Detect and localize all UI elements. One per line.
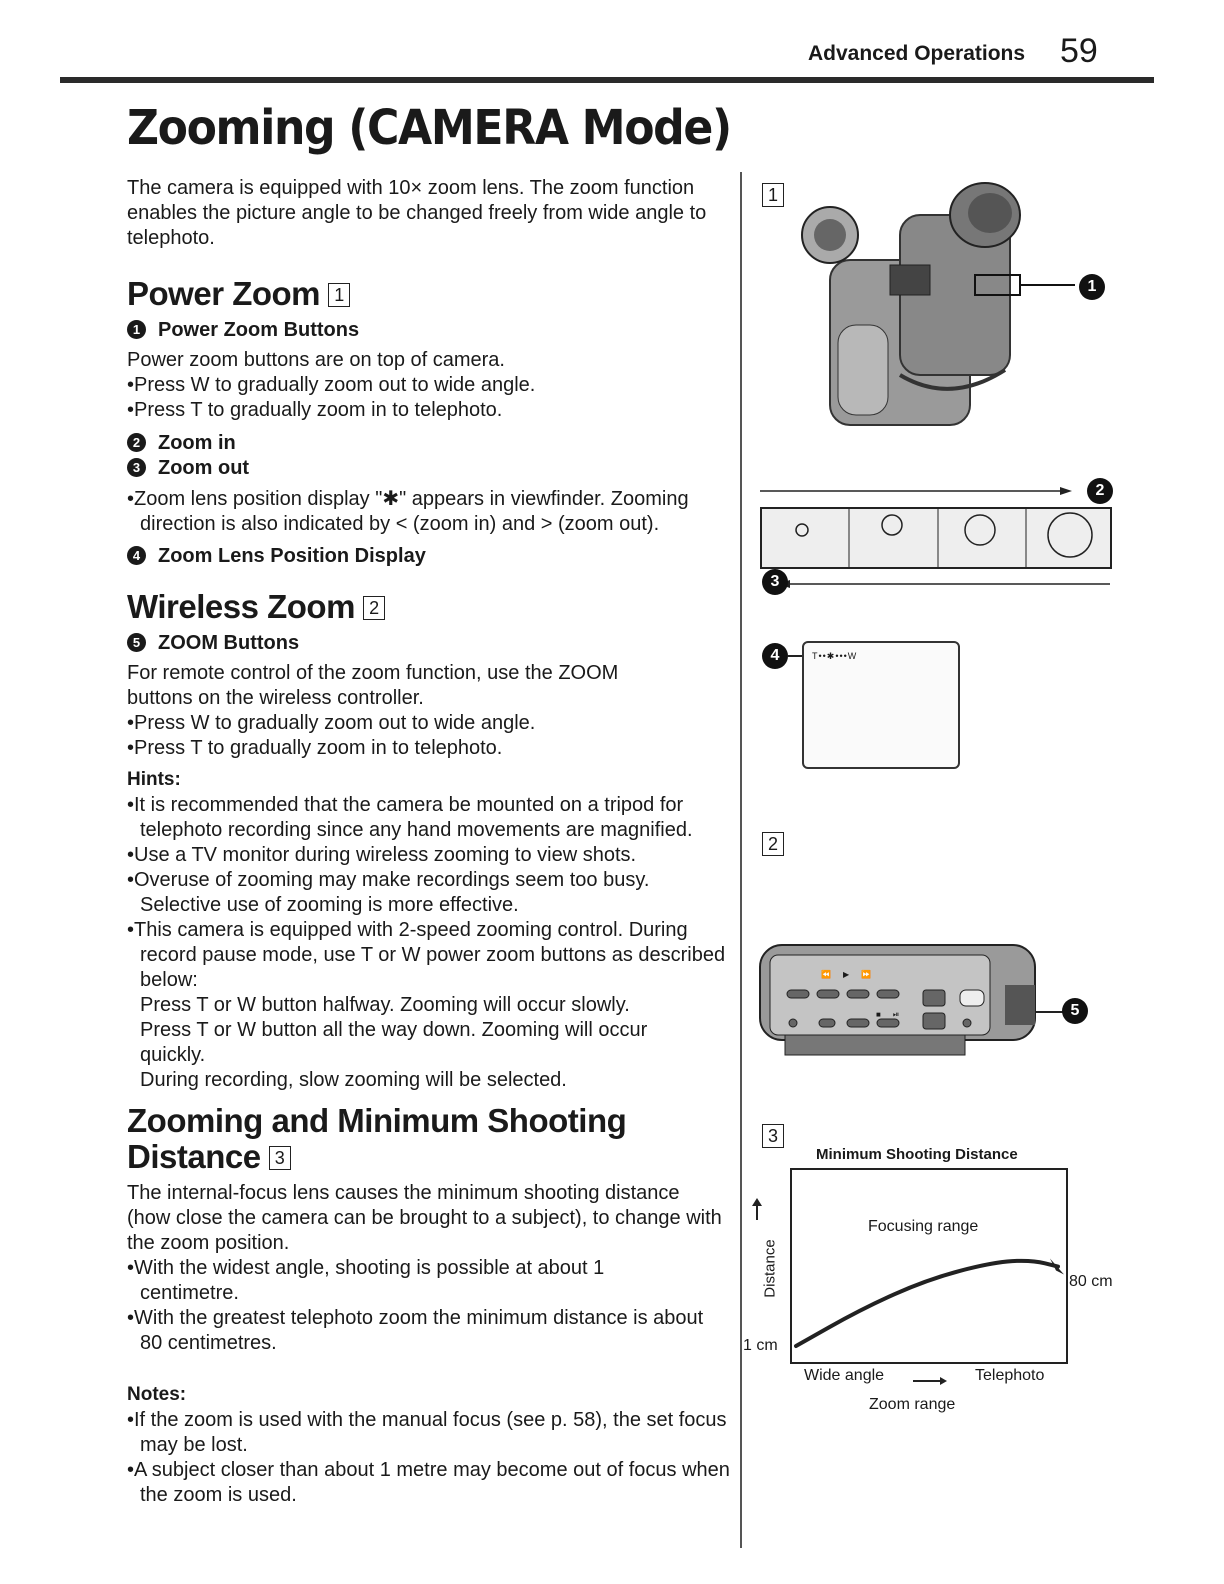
zoom-buttons-heading <box>127 632 722 655</box>
min-distance-bullet-1: •With the widest angle, shooting is possible at about 1 centimetre. <box>127 1257 605 1304</box>
hint-2: •Use a TV monitor during wireless zooming to view shots. <box>127 844 637 866</box>
min-distance-heading <box>127 1103 722 1175</box>
item-label: Zoom out <box>158 457 250 479</box>
figure-3-label <box>762 1124 784 1151</box>
remote-controller-illustration <box>755 935 1045 1065</box>
fig-ref-3: 3 <box>269 1146 291 1170</box>
zoom-lens-display-heading <box>127 545 722 568</box>
item-label: Power Zoom Buttons <box>158 319 360 341</box>
wireless-zoom-title: Wireless Zoom <box>127 588 355 625</box>
stop-mark: ■ <box>876 1010 893 1019</box>
hints-heading: Hints: <box>127 769 181 790</box>
item-label: ZOOM Buttons <box>158 632 300 654</box>
callout-badge-2: 2 <box>127 433 146 452</box>
focusing-range-curve <box>796 1261 1058 1346</box>
x-axis-arrowhead <box>940 1377 947 1385</box>
play-mark: ▶ <box>842 970 862 979</box>
page-number: 59 <box>1060 32 1098 70</box>
power-zoom-bullet-2: •Press T to gradually zoom in to telephoto. <box>127 399 503 421</box>
power-zoom-heading <box>127 275 722 313</box>
callout-3-badge: 3 <box>762 569 788 595</box>
pause-mark: ⏯ <box>892 1010 912 1019</box>
callout-5-badge: 5 <box>1062 998 1088 1024</box>
rewind-mark: ⏪ <box>821 970 843 979</box>
x-axis-arrow <box>913 1380 943 1382</box>
hint-4c: During recording, slow zooming will be selected. <box>140 1069 567 1091</box>
fig-ref-1: 1 <box>328 283 350 307</box>
y-axis-arrowhead <box>752 1198 762 1206</box>
zoom-out-heading <box>127 456 722 481</box>
callout-5-leader <box>1035 1011 1065 1013</box>
min-distance-bullet-2: •With the greatest telephoto zoom the minimum distance is about 80 centimetres. <box>127 1307 704 1354</box>
min-distance-title-line2: Distance <box>127 1138 261 1175</box>
figure-3-number: 3 <box>762 1124 784 1148</box>
callout-badge-4: 4 <box>127 546 146 565</box>
left-column <box>127 176 730 1508</box>
y-axis-label: Distance <box>761 1239 779 1298</box>
hint-4b: Press T or W button all the way down. Zooming will occur quickly. <box>140 1019 648 1066</box>
notes-heading: Notes: <box>127 1384 187 1405</box>
callout-badge-1: 1 <box>127 320 146 339</box>
x-right-label: Telephoto <box>975 1367 1045 1384</box>
zoom-sequence-illustration <box>760 480 1120 600</box>
callout-badge-5: 5 <box>127 633 146 652</box>
x-left-label: Wide angle <box>804 1367 885 1384</box>
item-label: Zoom in <box>158 432 236 454</box>
wireless-bullet-2: •Press T to gradually zoom in to telephoto. <box>127 737 503 759</box>
remote-bottom-marks <box>876 1010 911 1020</box>
wireless-zoom-heading <box>127 588 722 626</box>
note-1: •If the zoom is used with the manual focus (see p. 58), the set focus may be lost. <box>127 1409 727 1456</box>
viewfinder-screen <box>802 641 960 769</box>
hint-4: •This camera is equipped with 2-speed zooming control. During record pause mode, use T or W power zoom buttons as described below: <box>127 919 726 991</box>
viewfinder-zoom-display: T••✱•••W <box>812 651 858 661</box>
column-divider <box>740 172 742 1548</box>
figure-2-label <box>762 832 784 859</box>
figure-2-number: 2 <box>762 832 784 856</box>
hint-4a: Press T or W button halfway. Zooming will occur slowly. <box>140 994 630 1016</box>
callout-badge-3: 3 <box>127 458 146 477</box>
zoom-in-heading <box>127 431 722 456</box>
power-zoom-bullet-3: •Zoom lens position display "✱" appears in viewfinder. Zooming direction is also indicated by < (zoom in) and > (zoom out). <box>127 488 689 535</box>
remote-top-marks <box>821 970 883 979</box>
wireless-zoom-text: For remote control of the zoom function, use the ZOOM buttons on the wireless controller. <box>127 662 619 709</box>
y-min-label: 1 cm <box>743 1337 778 1354</box>
callout-1-badge: 1 <box>1079 274 1105 300</box>
header-section: Advanced Operations <box>808 42 1026 65</box>
callout-4-badge: 4 <box>762 643 788 669</box>
page-title: Zooming (CAMERA Mode) <box>127 100 731 156</box>
note-2: •A subject closer than about 1 metre may become out of focus when the zoom is used. <box>127 1459 730 1506</box>
hint-1: •It is recommended that the camera be mounted on a tripod for telephoto recording since any hand movements are magnified. <box>127 794 693 841</box>
min-distance-title-line1: Zooming and Minimum Shooting <box>127 1102 627 1139</box>
callout-2-badge: 2 <box>1087 478 1113 504</box>
header-rule <box>60 77 1154 83</box>
wireless-bullet-1: •Press W to gradually zoom out to wide angle. <box>127 712 536 734</box>
power-zoom-title: Power Zoom <box>127 275 321 312</box>
chart-plot <box>790 1168 1068 1364</box>
power-zoom-bullet-1: •Press W to gradually zoom out to wide angle. <box>127 374 536 396</box>
figure-1-number: 1 <box>762 183 784 207</box>
power-zoom-text: Power zoom buttons are on top of camera. <box>127 349 505 371</box>
fig-ref-2: 2 <box>363 596 385 620</box>
item-label: Zoom Lens Position Display <box>158 545 426 567</box>
camcorder-illustration <box>790 175 1110 435</box>
power-zoom-buttons-heading <box>127 319 722 342</box>
figure-1-label <box>762 183 784 210</box>
x-axis-title: Zoom range <box>869 1396 956 1413</box>
hint-3: •Overuse of zooming may make recordings seem too busy. Selective use of zooming is more effective. <box>127 869 650 916</box>
chart-annotation: Focusing range <box>868 1218 979 1235</box>
y-max-label: 80 cm <box>1069 1273 1113 1290</box>
fast-forward-mark: ⏩ <box>861 970 884 979</box>
intro-paragraph: The camera is equipped with 10× zoom lens. The zoom function enables the picture angle to be changed freely from wide angle to telephoto. <box>127 177 707 249</box>
min-distance-text: The internal-focus lens causes the minimum shooting distance (how close the camera can be brought to a subject), to change with the zoom position. <box>127 1182 722 1254</box>
chart-title: Minimum Shooting Distance <box>816 1146 1018 1163</box>
